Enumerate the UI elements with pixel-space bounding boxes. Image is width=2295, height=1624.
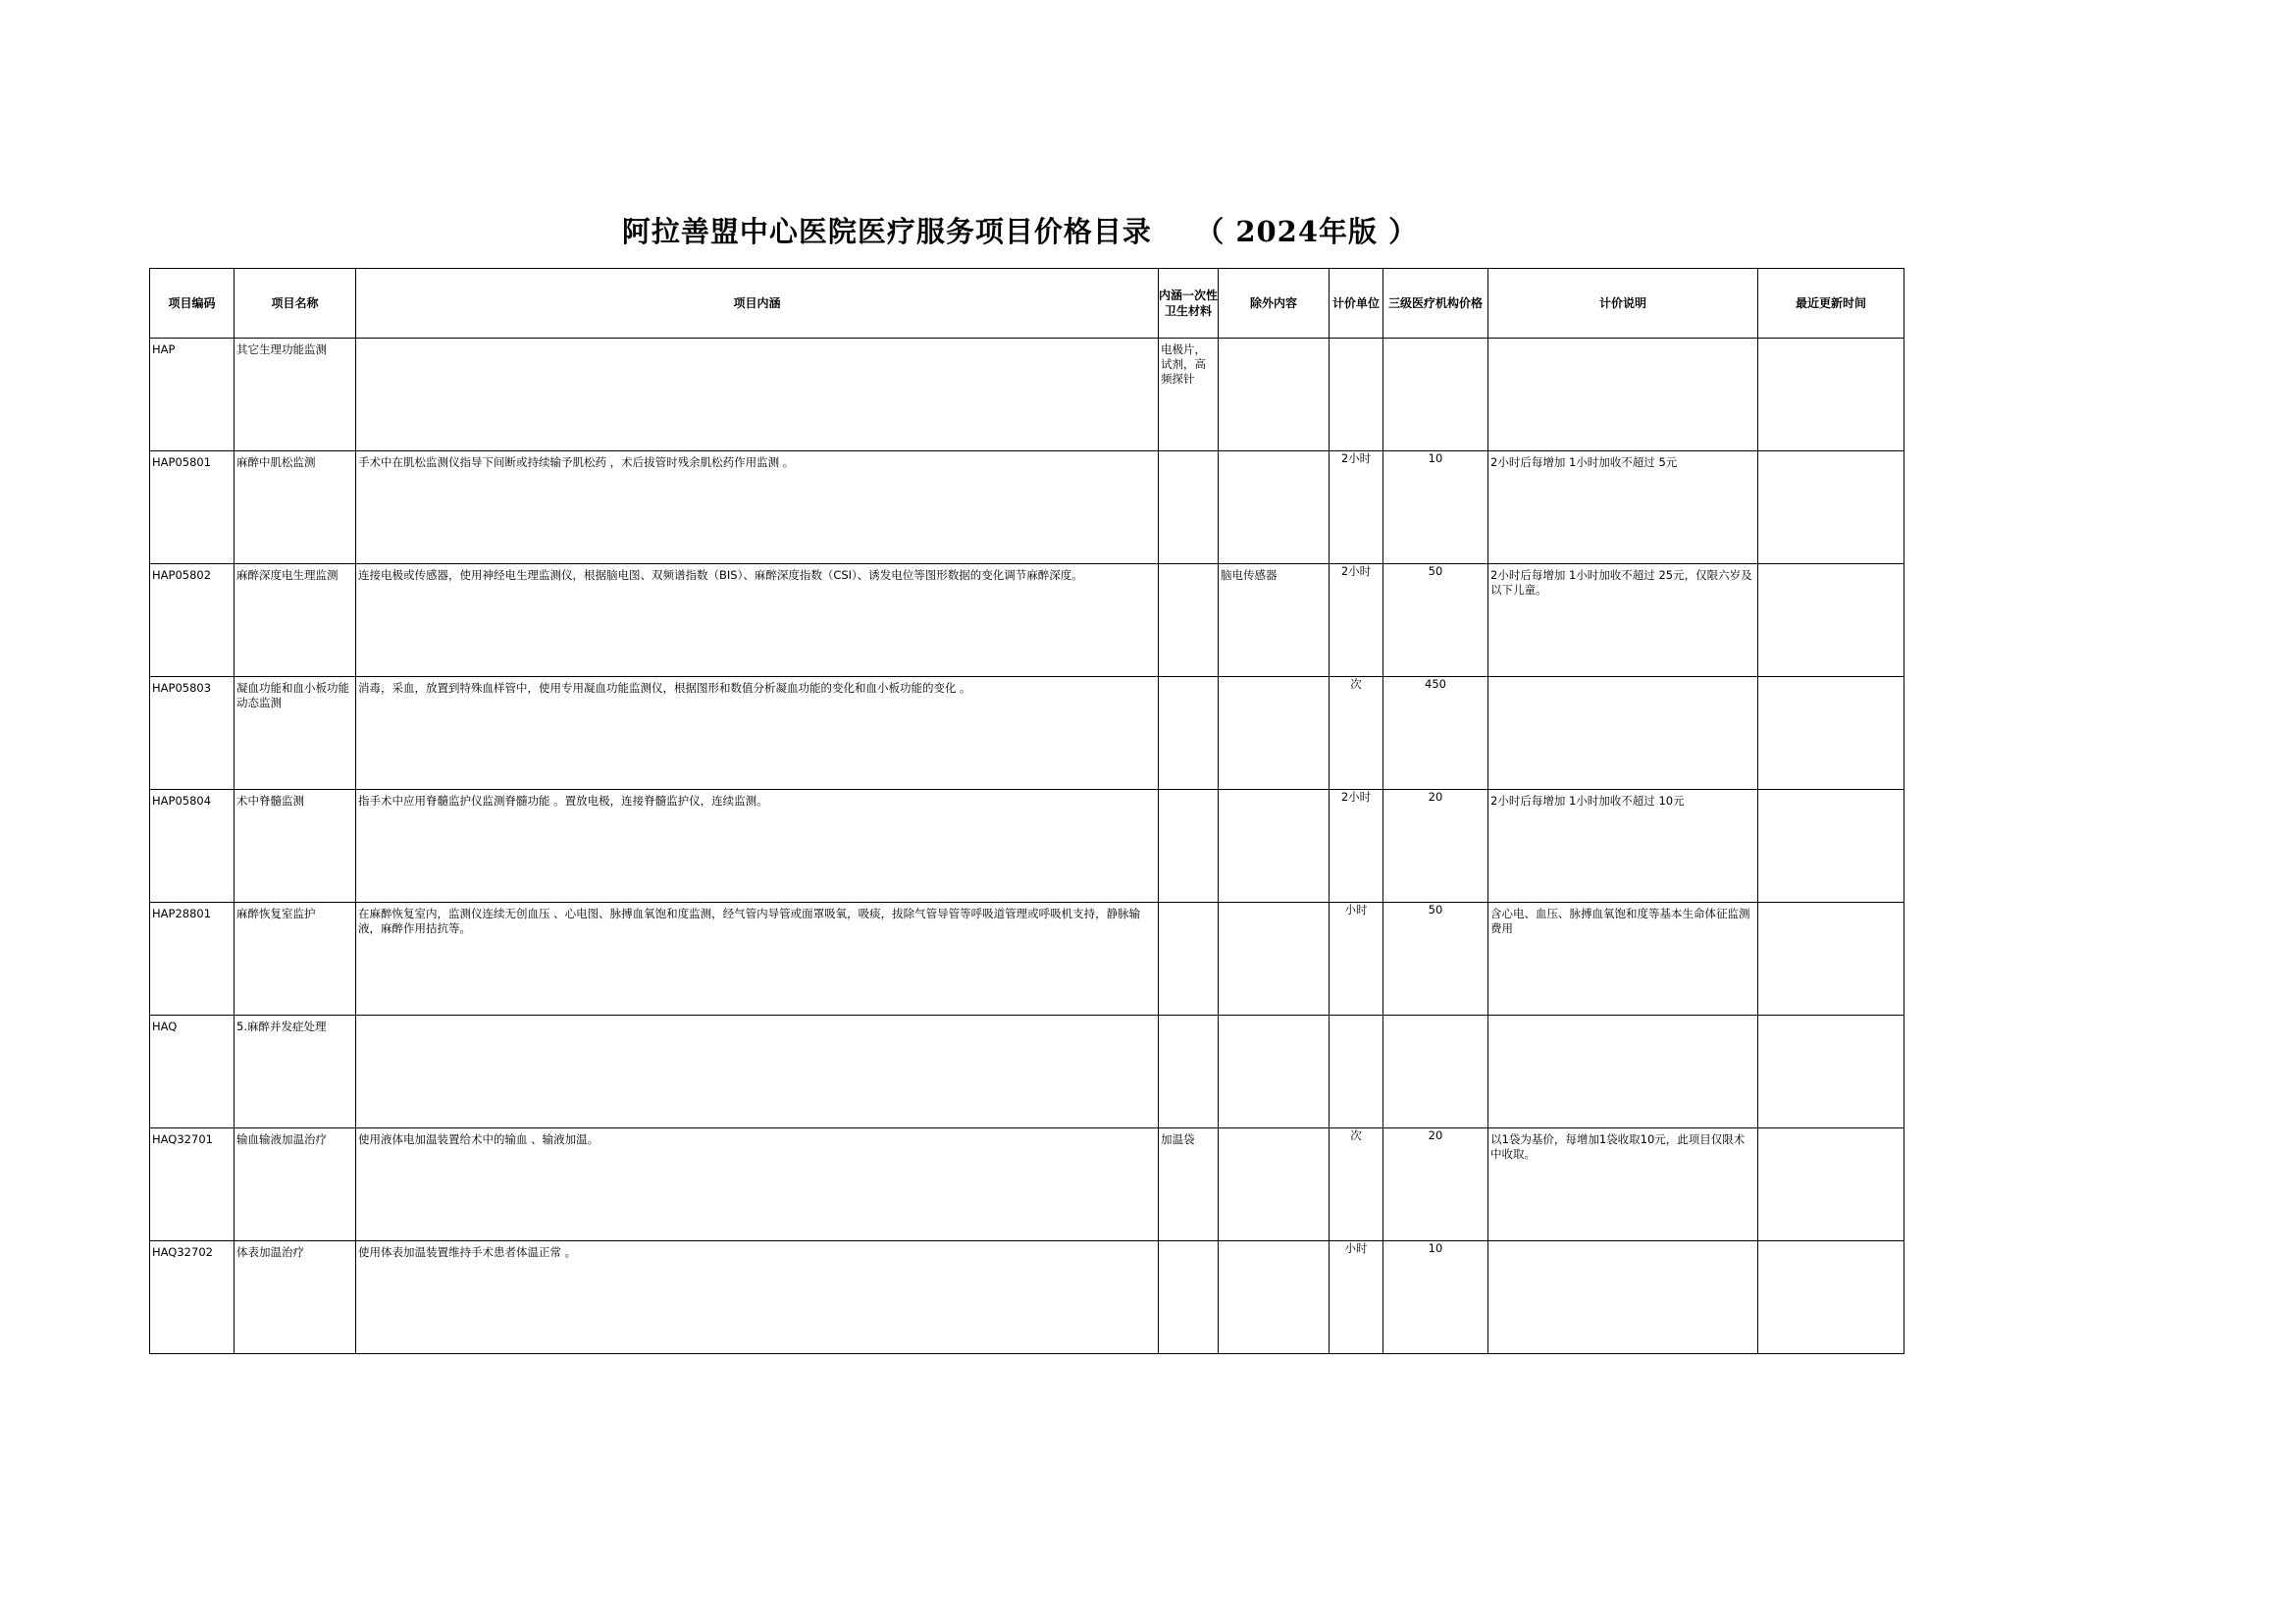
cell-price: 450 <box>1383 677 1488 790</box>
cell-name: 输血输液加温治疗 <box>235 1128 356 1241</box>
header-unit: 计价单位 <box>1330 269 1383 339</box>
cell-materials <box>1159 1241 1219 1354</box>
cell-note <box>1488 1241 1758 1354</box>
cell-price: 50 <box>1383 903 1488 1016</box>
cell-price: 20 <box>1383 1128 1488 1241</box>
cell-updated <box>1758 1016 1904 1128</box>
table-row <box>150 339 1904 451</box>
cell-name: 体表加温治疗 <box>235 1241 356 1354</box>
cell-name: 凝血功能和血小板功能动态监测 <box>235 677 356 790</box>
cell-price: 10 <box>1383 1241 1488 1354</box>
cell-content: 连接电极或传感器，使用神经电生理监测仪，根据脑电图、双频谱指数（BIS）、麻醉深度指数（CSI）、诱发电位等图形数据的变化调节麻醉深度。 <box>356 564 1159 677</box>
table-row <box>150 1128 1904 1241</box>
cell-materials: 加温袋 <box>1159 1128 1219 1241</box>
header-note: 计价说明 <box>1488 269 1758 339</box>
table-row <box>150 677 1904 790</box>
cell-excluded <box>1219 451 1330 564</box>
cell-materials: 电极片，试剂，高频探针 <box>1159 339 1219 451</box>
cell-code: HAP05802 <box>150 564 235 677</box>
header-materials: 内涵一次性卫生材料 <box>1159 269 1219 339</box>
cell-excluded: 脑电传感器 <box>1219 564 1330 677</box>
header-updated: 最近更新时间 <box>1758 269 1904 339</box>
cell-note <box>1488 677 1758 790</box>
header-code: 项目编码 <box>150 269 235 339</box>
cell-name: 5.麻醉并发症处理 <box>235 1016 356 1128</box>
cell-unit: 2小时 <box>1330 564 1383 677</box>
cell-unit <box>1330 1016 1383 1128</box>
cell-unit: 次 <box>1330 677 1383 790</box>
table-row <box>150 790 1904 903</box>
cell-materials <box>1159 903 1219 1016</box>
cell-excluded <box>1219 903 1330 1016</box>
table-row <box>150 451 1904 564</box>
header-content: 项目内涵 <box>356 269 1159 339</box>
cell-code: HAP05801 <box>150 451 235 564</box>
cell-code: HAP <box>150 339 235 451</box>
cell-excluded <box>1219 677 1330 790</box>
cell-unit: 次 <box>1330 1128 1383 1241</box>
cell-note: 2小时后每增加 1小时加收不超过 5元 <box>1488 451 1758 564</box>
price-table <box>149 268 1904 1354</box>
cell-code: HAP05803 <box>150 677 235 790</box>
cell-price: 50 <box>1383 564 1488 677</box>
cell-name: 麻醉恢复室监护 <box>235 903 356 1016</box>
cell-excluded <box>1219 339 1330 451</box>
cell-updated <box>1758 564 1904 677</box>
cell-unit: 小时 <box>1330 1241 1383 1354</box>
cell-code: HAP05804 <box>150 790 235 903</box>
cell-materials <box>1159 451 1219 564</box>
table-row <box>150 564 1904 677</box>
cell-updated <box>1758 1241 1904 1354</box>
cell-updated <box>1758 790 1904 903</box>
cell-unit: 小时 <box>1330 903 1383 1016</box>
cell-content <box>356 339 1159 451</box>
cell-note <box>1488 339 1758 451</box>
cell-code: HAQ32702 <box>150 1241 235 1354</box>
cell-excluded <box>1219 1016 1330 1128</box>
cell-note: 含心电、血压、脉搏血氧饱和度等基本生命体征监测费用 <box>1488 903 1758 1016</box>
cell-note: 2小时后每增加 1小时加收不超过 25元，仅限六岁及以下儿童。 <box>1488 564 1758 677</box>
cell-content: 消毒，采血，放置到特殊血样管中，使用专用凝血功能监测仪，根据图形和数值分析凝血功能的变化和血小板功能的变化 。 <box>356 677 1159 790</box>
cell-excluded <box>1219 790 1330 903</box>
cell-name: 其它生理功能监测 <box>235 339 356 451</box>
cell-updated <box>1758 903 1904 1016</box>
cell-price <box>1383 339 1488 451</box>
table-row <box>150 1016 1904 1128</box>
cell-unit: 2小时 <box>1330 790 1383 903</box>
cell-content: 使用体表加温装置维持手术患者体温正常 。 <box>356 1241 1159 1354</box>
cell-materials <box>1159 1016 1219 1128</box>
cell-price <box>1383 1016 1488 1128</box>
cell-content: 指手术中应用脊髓监护仪监测脊髓功能 。置放电极，连接脊髓监护仪，连续监测。 <box>356 790 1159 903</box>
cell-content: 使用液体电加温装置给术中的输血 、输液加温。 <box>356 1128 1159 1241</box>
cell-materials <box>1159 564 1219 677</box>
cell-note <box>1488 1016 1758 1128</box>
cell-unit <box>1330 339 1383 451</box>
cell-updated <box>1758 339 1904 451</box>
cell-content: 在麻醉恢复室内，监测仪连续无创血压 、心电图、脉搏血氧饱和度监测，经气管内导管或面罩吸氧，吸痰，拔除气管导管等呼吸道管理或呼吸机支持，静脉输液，麻醉作用拮抗等。 <box>356 903 1159 1016</box>
cell-updated <box>1758 677 1904 790</box>
cell-excluded <box>1219 1241 1330 1354</box>
cell-updated <box>1758 451 1904 564</box>
table-header-row <box>150 269 1904 339</box>
cell-unit: 2小时 <box>1330 451 1383 564</box>
cell-price: 10 <box>1383 451 1488 564</box>
cell-name: 麻醉中肌松监测 <box>235 451 356 564</box>
cell-excluded <box>1219 1128 1330 1241</box>
cell-code: HAP28801 <box>150 903 235 1016</box>
cell-content <box>356 1016 1159 1128</box>
header-price: 三级医疗机构价格 <box>1383 269 1488 339</box>
cell-note: 2小时后每增加 1小时加收不超过 10元 <box>1488 790 1758 903</box>
cell-updated <box>1758 1128 1904 1241</box>
cell-price: 20 <box>1383 790 1488 903</box>
cell-materials <box>1159 790 1219 903</box>
cell-name: 麻醉深度电生理监测 <box>235 564 356 677</box>
header-name: 项目名称 <box>235 269 356 339</box>
cell-note: 以1袋为基价，每增加1袋收取10元，此项目仅限术中收取。 <box>1488 1128 1758 1241</box>
document-title: 阿拉善盟中心医院医疗服务项目价格目录 （ 2024年版 ） <box>621 215 1419 248</box>
cell-content: 手术中在肌松监测仪指导下间断或持续输予肌松药 ，术后拔管时残余肌松药作用监测 。 <box>356 451 1159 564</box>
cell-code: HAQ <box>150 1016 235 1128</box>
cell-materials <box>1159 677 1219 790</box>
cell-code: HAQ32701 <box>150 1128 235 1241</box>
cell-name: 术中脊髓监测 <box>235 790 356 903</box>
table-row <box>150 903 1904 1016</box>
header-excluded: 除外内容 <box>1219 269 1330 339</box>
table-row <box>150 1241 1904 1354</box>
